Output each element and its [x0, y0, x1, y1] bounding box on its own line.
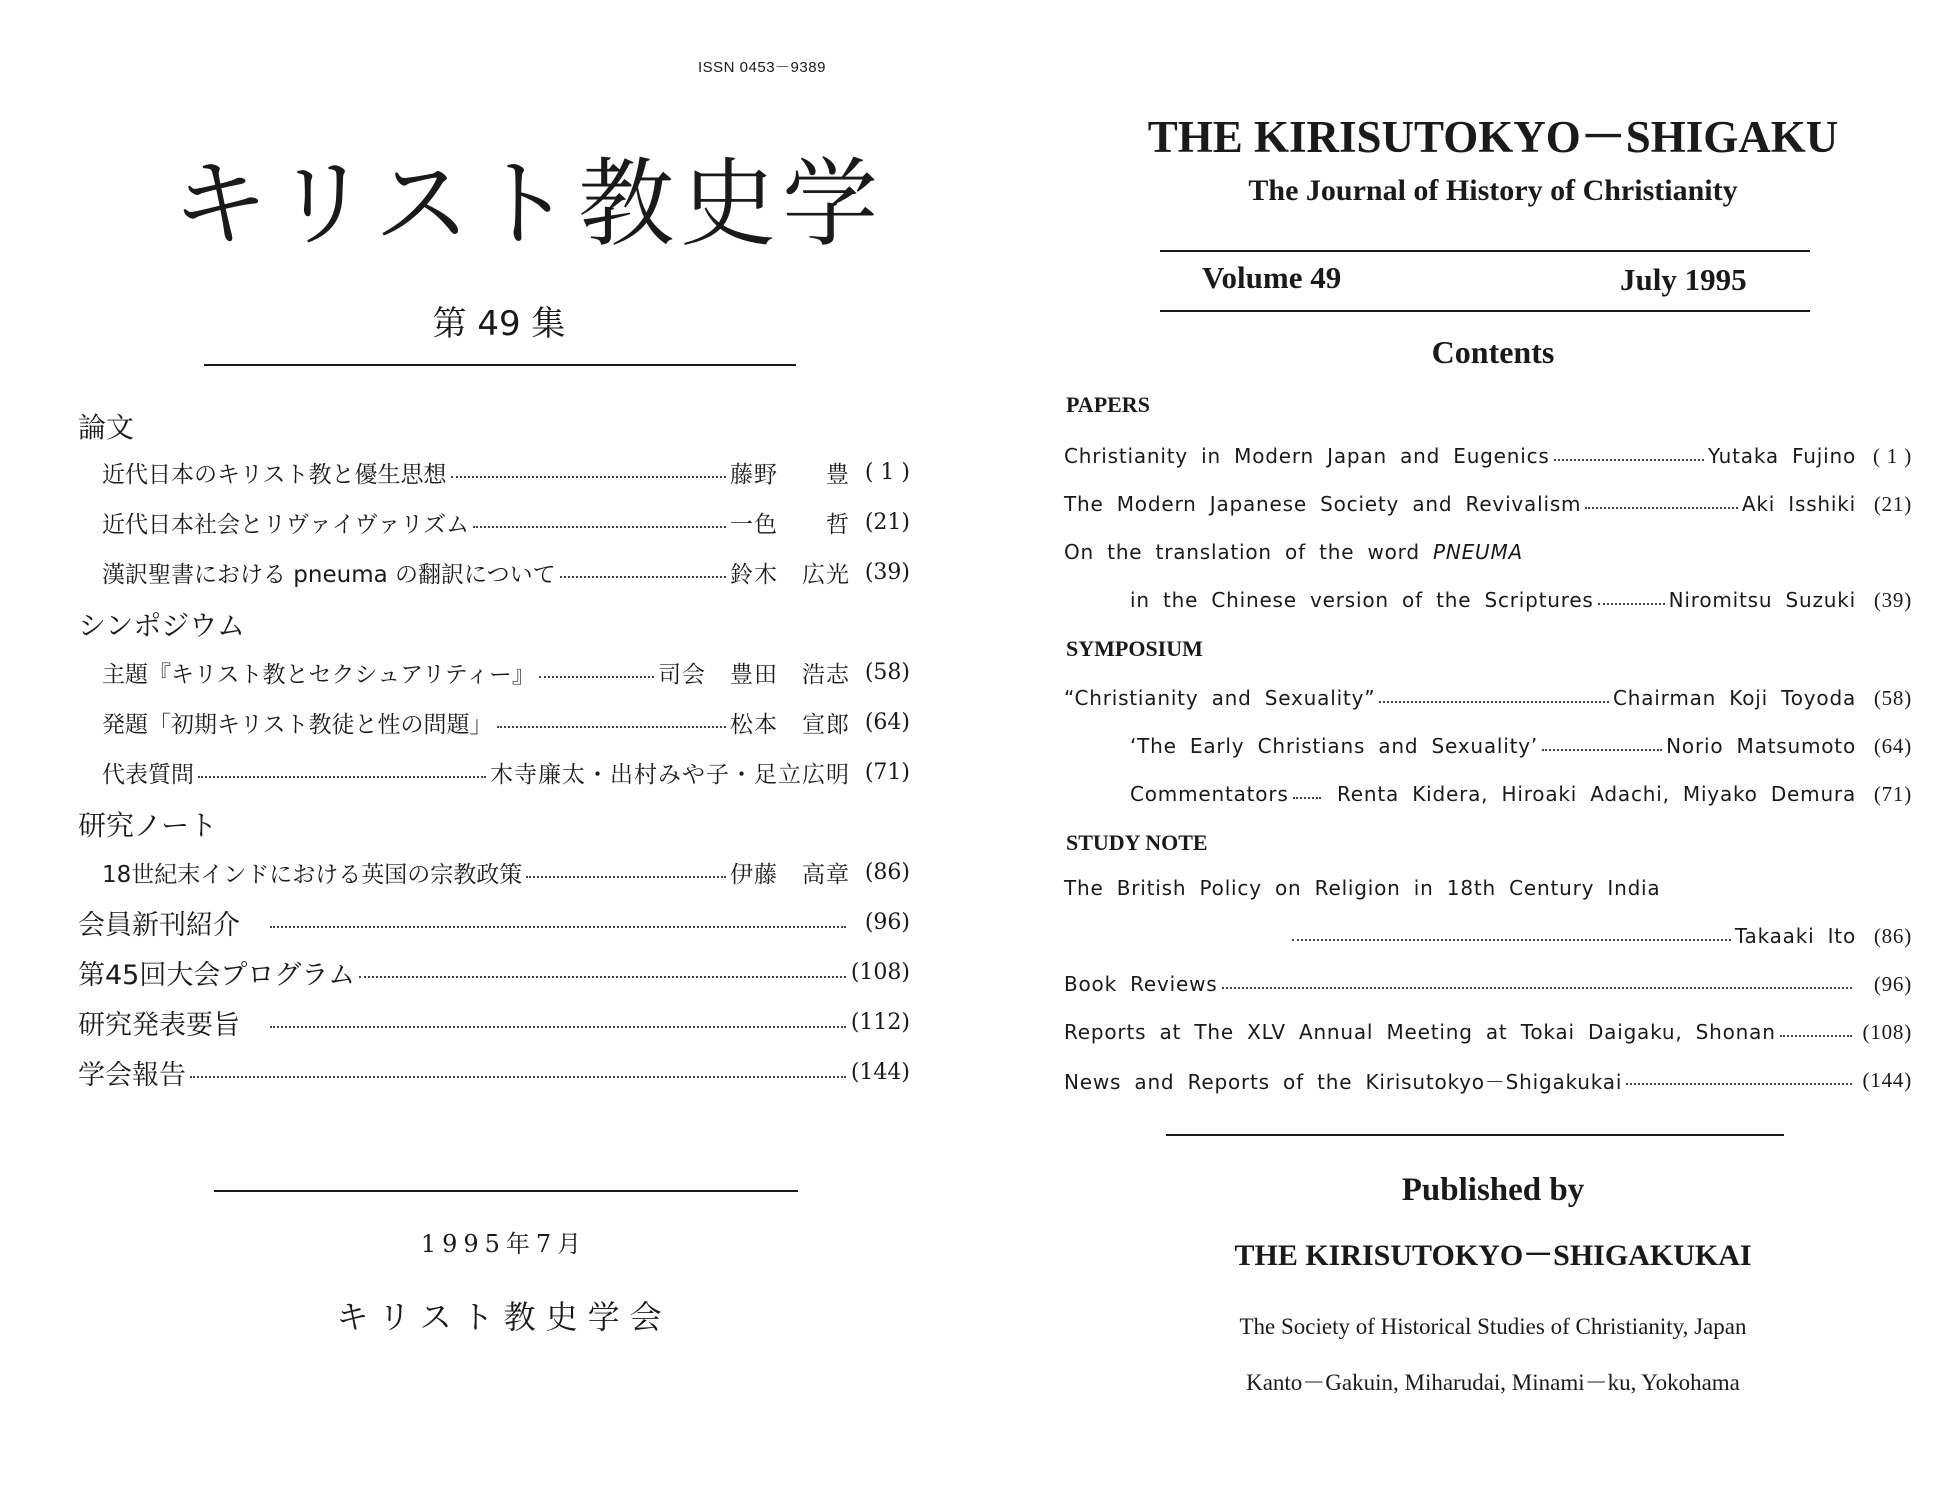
entry-page: (64) — [864, 709, 910, 735]
toc-extra-jp — [78, 1002, 910, 1042]
entry-title: 代表質問 — [102, 761, 194, 788]
entry-title: The Modern Japanese Society and Revivalism — [1064, 492, 1582, 516]
dot-leader — [270, 926, 846, 928]
entry-title-line: The British Policy on Religion in 18th Century India — [1064, 876, 1661, 900]
entry-page: (86) — [864, 859, 910, 885]
entry-page: (39) — [864, 559, 910, 585]
dot-leader — [560, 576, 726, 578]
volume-jp: 第 49 集 — [432, 304, 566, 344]
entry-author: Yutaka Fujino — [1707, 444, 1856, 468]
toc-entry-en — [1130, 728, 1912, 764]
entry-title-line — [1064, 540, 1523, 564]
entry-page: (71) — [1873, 781, 1912, 806]
toc-entry-jp — [102, 452, 910, 492]
dot-leader — [1292, 939, 1731, 941]
dot-leader — [1542, 749, 1662, 751]
entry-page: ( 1 ) — [864, 459, 910, 485]
published-by-label: Published by — [1401, 1172, 1585, 1208]
publication-date-en: July 1995 — [1620, 262, 1747, 297]
issn-number: ISSN 0453－9389 — [698, 59, 826, 76]
entry-page: (58) — [864, 659, 910, 685]
journal-subtitle-en: The Journal of History of Christianity — [1248, 174, 1738, 207]
extra-page: (108) — [850, 959, 910, 985]
journal-title-en: THE KIRISUTOKYO－SHIGAKU — [1147, 112, 1839, 162]
divider-en-top — [1160, 250, 1810, 252]
entry-title-part: On the translation of the word — [1064, 540, 1420, 564]
extra-title: 会員新刊紹介 — [78, 909, 240, 941]
entry-page: (58) — [1873, 685, 1912, 710]
entry-author: 藤野 豊 — [730, 461, 850, 488]
entry-title: 主題『キリスト教とセクシュアリティー』 — [102, 661, 535, 688]
entry-author: 木寺廉太・出村みや子・足立広明 — [490, 761, 850, 788]
entry-title: 漢訳聖書における pneuma の翻訳について — [102, 561, 556, 588]
entry-title: 近代日本社会とリヴァイヴァリズム — [102, 511, 470, 538]
toc-entry-en — [1288, 918, 1912, 954]
toc-entry-en — [1130, 776, 1912, 812]
entry-page: (86) — [1873, 923, 1912, 948]
publisher-society: The Society of Historical Studies of Christianity, Japan — [1239, 1314, 1747, 1339]
toc-entry-jp — [102, 752, 910, 792]
extra-title: 学会報告 — [78, 1059, 186, 1091]
publisher-address: Kanto－Gakuin, Miharudai, Minami－ku, Yokohama — [1246, 1370, 1740, 1395]
entry-title: “Christianity and Sexuality” — [1064, 686, 1376, 710]
extra-page: (144) — [850, 1059, 910, 1085]
entry-title: 18世紀末インドにおける英国の宗教政策 — [102, 861, 523, 888]
entry-title: Christianity in Modern Japan and Eugenics — [1064, 444, 1550, 468]
dot-leader — [497, 726, 726, 728]
dot-leader — [473, 526, 726, 528]
dot-leader — [1222, 987, 1852, 989]
extra-title: 第45回大会プログラム — [78, 959, 356, 991]
toc-extra-jp — [78, 1052, 910, 1092]
toc-extra-jp — [78, 902, 910, 942]
journal-title-jp: キリスト教史学 — [172, 148, 885, 260]
entry-author: Aki Isshiki — [1741, 492, 1856, 516]
divider-en-bottom — [1166, 1134, 1784, 1136]
entry-page: (144) — [1862, 1067, 1912, 1092]
section-heading-symposium-jp: シンポジウム — [78, 609, 246, 642]
entry-author: Norio Matsumoto — [1666, 734, 1856, 758]
entry-page: (21) — [864, 509, 910, 535]
entry-page: ( 1 ) — [1873, 443, 1912, 468]
toc-entry-jp — [102, 552, 910, 592]
entry-author: Takaaki Ito — [1734, 924, 1856, 948]
entry-page: (108) — [1862, 1019, 1912, 1044]
entry-page: (64) — [1873, 733, 1912, 758]
entry-author: Niromitsu Suzuki — [1668, 588, 1856, 612]
society-name-jp: キリスト教史学会 — [336, 1298, 672, 1336]
entry-title: Commentators — [1130, 782, 1289, 806]
section-heading-study-note-jp: 研究ノート — [78, 809, 218, 842]
entry-title: 近代日本のキリスト教と優生思想 — [102, 461, 447, 488]
publisher-name: THE KIRISUTOKYO－SHIGAKUKAI — [1234, 1239, 1752, 1272]
section-heading-symposium-en: SYMPOSIUM — [1066, 636, 1203, 661]
entry-page: (96) — [1873, 971, 1912, 996]
entry-title: ‘The Early Christians and Sexuality’ — [1130, 734, 1539, 758]
toc-entry-jp — [102, 652, 910, 692]
entry-author: Renta Kidera, Hiroaki Adachi, Miyako Demura — [1337, 782, 1856, 806]
entry-author: 司会 豊田 浩志 — [658, 661, 850, 688]
dot-leader — [1554, 459, 1704, 461]
toc-entry-en — [1064, 680, 1912, 716]
entry-title: Book Reviews — [1064, 972, 1218, 996]
section-heading-papers-jp: 論文 — [78, 411, 135, 444]
section-heading-papers-en: PAPERS — [1066, 392, 1150, 417]
extra-page: (96) — [864, 909, 910, 935]
dot-leader — [451, 476, 726, 478]
toc-entry-jp — [102, 852, 910, 892]
divider-jp-top — [204, 364, 796, 366]
extra-title: 研究発表要旨 — [78, 1009, 240, 1041]
entry-author: 松本 宣郎 — [730, 711, 850, 738]
entry-page: (71) — [864, 759, 910, 785]
dot-leader — [1379, 701, 1609, 703]
toc-entry-en — [1064, 966, 1912, 1002]
toc-extra-jp — [78, 952, 910, 992]
dot-leader — [1598, 603, 1665, 605]
dot-leader — [190, 1076, 846, 1078]
entry-page: (21) — [1873, 491, 1912, 516]
entry-title-italic: PNEUMA — [1433, 540, 1524, 564]
dot-leader — [359, 976, 846, 978]
section-heading-study-note-en: STUDY NOTE — [1066, 830, 1208, 855]
entry-title: News and Reports of the Kirisutokyo－Shigakukai — [1064, 1069, 1623, 1094]
toc-entry-en — [1130, 582, 1912, 618]
entry-author: 伊藤 高章 — [730, 861, 850, 888]
toc-entry-jp — [102, 702, 910, 742]
entry-author: 一色 哲 — [730, 511, 850, 538]
toc-entry-jp — [102, 502, 910, 542]
dot-leader — [198, 776, 486, 778]
toc-entry-en — [1064, 486, 1912, 522]
dot-leader — [1626, 1083, 1852, 1085]
dot-leader — [1780, 1035, 1852, 1037]
dot-leader — [1293, 797, 1321, 799]
volume-en: Volume 49 — [1202, 260, 1342, 295]
toc-entry-en — [1064, 1062, 1912, 1098]
entry-title: 発題「初期キリスト教徒と性の問題」 — [102, 711, 493, 738]
toc-entry-en — [1064, 1014, 1912, 1050]
entry-author: Chairman Koji Toyoda — [1613, 686, 1856, 710]
dot-leader — [539, 676, 654, 678]
publication-date-jp: 1995年7月 — [420, 1230, 588, 1258]
divider-en-mid — [1160, 310, 1810, 312]
dot-leader — [526, 876, 726, 878]
entry-author: 鈴木 広光 — [730, 561, 850, 588]
dot-leader — [270, 1026, 846, 1028]
extra-page: (112) — [850, 1009, 910, 1035]
entry-title: in the Chinese version of the Scriptures — [1130, 588, 1594, 612]
toc-entry-en — [1064, 438, 1912, 474]
entry-page: (39) — [1873, 587, 1912, 612]
contents-heading: Contents — [1431, 334, 1555, 370]
divider-jp-bottom — [214, 1190, 798, 1192]
dot-leader — [1585, 507, 1738, 509]
entry-title: Reports at The XLV Annual Meeting at Tokai Daigaku, Shonan — [1064, 1020, 1776, 1044]
